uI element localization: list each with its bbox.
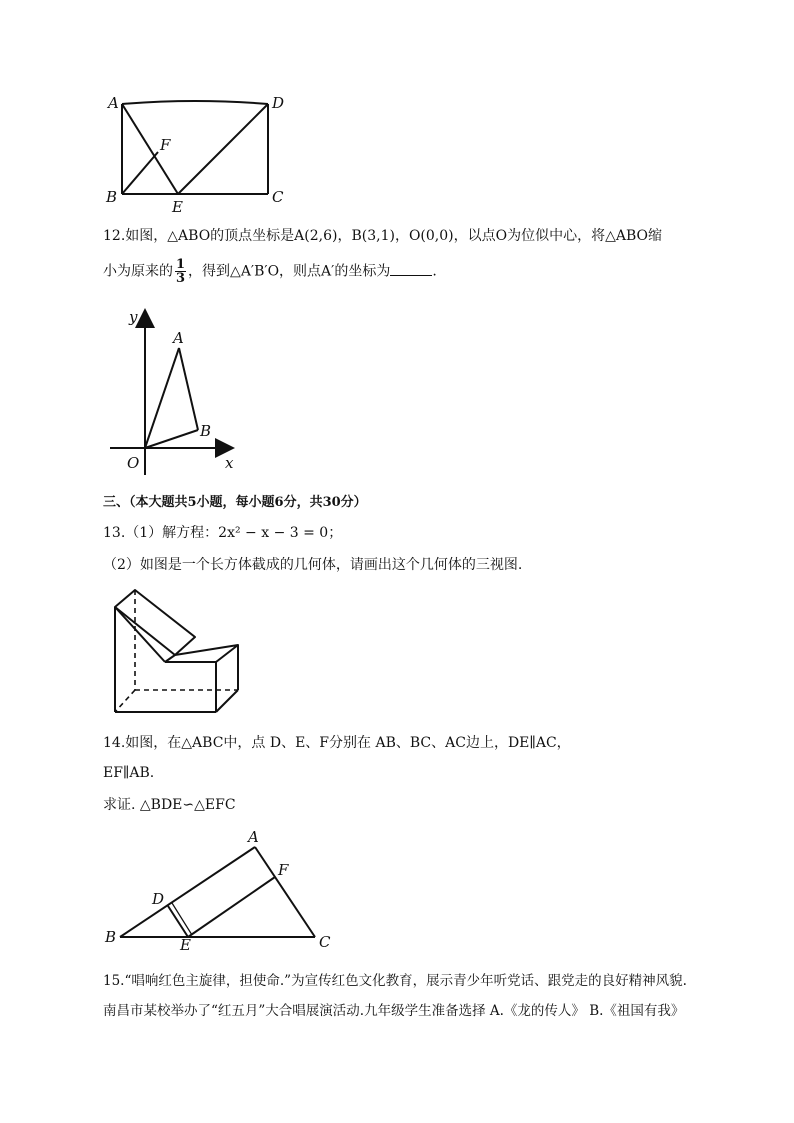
figure-coordinate-triangle [105, 300, 255, 475]
slope-front-edge [115, 607, 165, 662]
label-c: C [272, 188, 284, 206]
segment-bf [122, 152, 158, 194]
segment-ed [178, 104, 268, 194]
q12-line2-post: ，得到△A′B′O，则点A′的坐标为 [188, 263, 391, 280]
q12-line2-end: . [432, 263, 437, 280]
label-d: D [272, 94, 285, 112]
segment-ad [122, 101, 268, 104]
label-b: B [106, 188, 118, 206]
step-join-edge [165, 655, 175, 662]
q12-line1: 12.如图，△ABO的顶点坐标是A(2,6)，B(3,1)，O(0,0)，以点O为位似中心，将△ABO缩 [103, 228, 662, 244]
figure-triangle-abc [100, 822, 340, 952]
segment-ab [179, 348, 198, 430]
fraction-numerator: 1 [176, 257, 186, 272]
label-a: A [173, 329, 184, 347]
label-x: x [225, 454, 234, 472]
segment-bo [145, 430, 198, 448]
q15-line2: 南昌市某校举办了“红五月”大合唱展演活动.九年级学生准备选择 A.《龙的传人》 B.《祖国有我》 [103, 1003, 685, 1019]
label-b: B [200, 422, 212, 440]
slanted-top-face [115, 590, 195, 655]
label-e: E [172, 198, 183, 215]
label-d: D [152, 890, 165, 908]
figure-rectangle-abcd [100, 90, 320, 215]
q12-line2 [103, 258, 437, 285]
label-a: A [108, 94, 119, 112]
label-f: F [278, 861, 289, 879]
label-c: C [319, 933, 331, 951]
label-a: A [248, 828, 259, 846]
q14-line3: 求证. △BDE∽△EFC [103, 797, 236, 813]
q12-line2-pre: 小为原来的 [103, 263, 173, 280]
label-y: y [129, 308, 138, 326]
section-heading: 三、（本大题共5小题，每小题6分，共30分） [103, 495, 367, 510]
figure-cut-cuboid [105, 585, 255, 720]
label-e: E [180, 936, 191, 952]
q13-part2: （2）如图是一个长方体截成的几何体，请画出这个几何体的三视图. [103, 557, 523, 573]
fraction-denominator: 3 [176, 271, 186, 286]
hidden-diagonal-edge [115, 690, 135, 712]
bottom-right-edge [216, 690, 238, 712]
segment-ab [120, 847, 255, 937]
q13-part1: 13.（1）解方程：2x² − x − 3 = 0； [103, 525, 343, 541]
label-b: B [105, 928, 117, 946]
segment-de-shadow [172, 903, 192, 935]
label-f: F [160, 136, 171, 154]
segment-oa [145, 348, 179, 448]
q14-line2: EF∥AB. [103, 765, 155, 781]
segment-de [168, 906, 188, 937]
label-o: O [127, 454, 140, 472]
segment-ef [188, 877, 275, 937]
q14-line1: 14.如图，在△ABC中，点 D、E、F分别在 AB、BC、AC边上，DE∥AC， [103, 735, 571, 751]
q15-line1: 15.“唱响红色主旋律，担使命.”为宣传红色文化教育，展示青少年听党话、跟党走的良好精神风貌. [103, 973, 687, 989]
answer-blank [390, 261, 432, 276]
fraction-one-third [175, 258, 186, 285]
